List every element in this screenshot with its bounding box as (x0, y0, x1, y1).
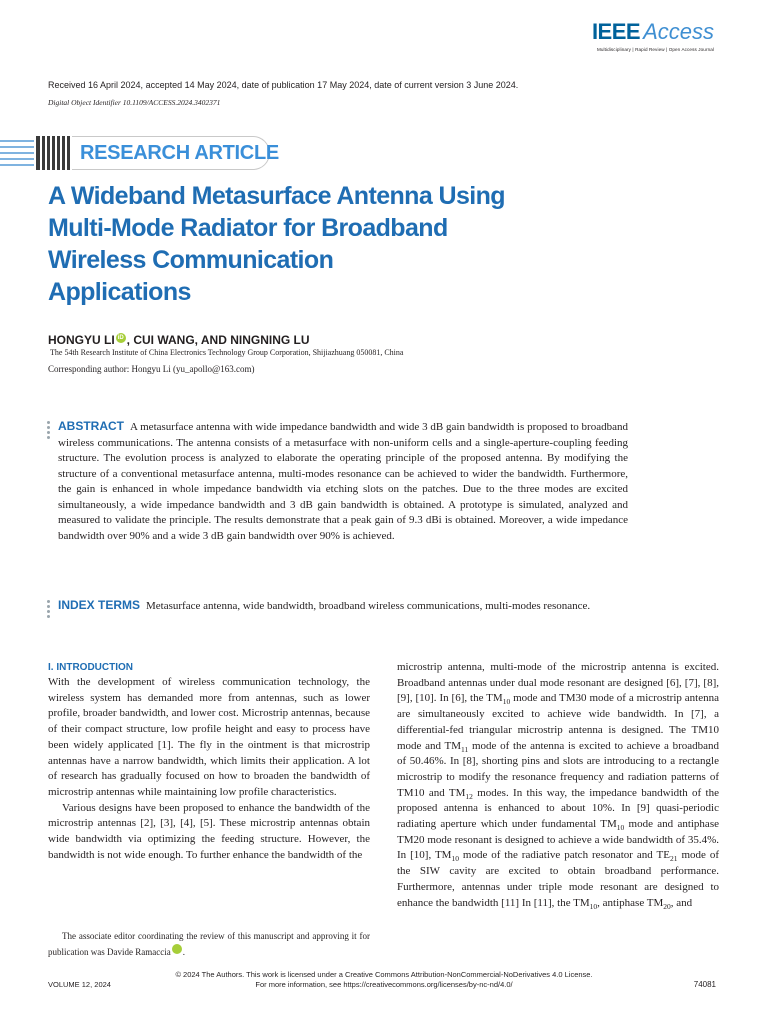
author-first: HONGYU LI (48, 333, 115, 347)
orcid-icon[interactable]: iD (172, 944, 182, 954)
index-terms-dots-icon (47, 600, 50, 620)
banner-stripes-icon (0, 136, 72, 170)
banner-label: RESEARCH ARTICLE (80, 142, 279, 164)
article-type-banner (0, 136, 279, 170)
paper-title (48, 180, 568, 308)
index-terms-label: INDEX TERMS (58, 598, 141, 612)
index-terms (58, 598, 628, 615)
title-line: Wireless Communication (48, 246, 334, 274)
publication-dates: Received 16 April 2024, accepted 14 May 2024, date of publication 17 May 2024, date of current version 3 June 2024. (48, 80, 519, 90)
license-link[interactable]: For more information, see https://creativecommons.org/licenses/by-nc-nd/4.0/ (255, 980, 513, 989)
logo-ieee: IEEE (591, 19, 641, 44)
page-number: 74081 (693, 980, 716, 989)
journal-logo (592, 20, 714, 52)
title-line: Applications (48, 278, 191, 306)
license-text: © 2024 The Authors. This work is licensed under a Creative Commons Attribution-NonCommercial-NoDerivatives 4.0 License. (175, 970, 593, 979)
left-column (48, 660, 370, 863)
abstract-text: A metasurface antenna with wide impedance bandwidth and wide 3 dB gain bandwidth is proposed to broadband wireless communications. The antenna consists of a metasurface with non-uniform cells and a single-aperture-coupling feeding structure. The evolution process is analyzed to elaborate the operating principle of the proposed antenna. By modifying the structure of a conventional metasurface antenna, multi-modes resonance can be achieved to wider the bandwidth. Furthermore, the gain is enhanced in whole impedance bandwidth via etching slots on the patches. Due to the three modes are excited simultaneously, a wide impedance bandwidth and 3 dB gain bandwidth is obtained. A prototype is simulated, analyzed and measured to validate the principle. The results demonstrate that a peak gain of 9.3 dBi is obtained. Moreover, a wide impedance bandwidth over 90% and a wide 3 dB gain bandwidth over 90% is achieved. (58, 421, 628, 542)
logo-access: Access (643, 19, 714, 44)
index-terms-text: Metasurface antenna, wide bandwidth, broadband wireless communications, multi-modes resonance. (146, 600, 591, 612)
author-rest: , CUI WANG, AND NINGNING LU (126, 333, 310, 347)
editor-footnote: The associate editor coordinating the review of this manuscript and approving it for publication was Davide Ramaccia iD. (48, 931, 370, 957)
title-line: A Wideband Metasurface Antenna Using (48, 182, 505, 210)
license-footer (0, 970, 768, 990)
author-list (48, 333, 310, 347)
doi: Digital Object Identifier 10.1109/ACCESS.2024.3402371 (48, 98, 221, 107)
title-line: Multi-Mode Radiator for Broadband (48, 214, 448, 242)
affiliation: The 54th Research Institute of China Electronics Technology Group Corporation, Shijiazhuang 050081, China (50, 348, 404, 357)
abstract-label: ABSTRACT (58, 419, 124, 433)
section-heading: I. INTRODUCTION (48, 662, 133, 673)
right-column (397, 660, 719, 911)
abstract-dots-icon (47, 421, 50, 441)
logo-tagline: Multidisciplinary | Rapid Review | Open Access Journal (596, 47, 714, 52)
abstract (58, 419, 628, 544)
intro-paragraph-1: With the development of wireless communication technology, the wireless system has demanded more from antennas, such as lower profile, broader bandwidth, and lower cost. Microstrip antennas, because of their compact structure, low profile height and easy to process have been widely applicated [1]. The fly in the ointment is that microstrip antennas have a narrow bandwidth, which limits their application. A lot of research has gradually focused on how to broaden the bandwidth of microstrip antennas while maintaining low profile characteristics. (48, 676, 370, 798)
volume-label: VOLUME 12, 2024 (48, 980, 111, 989)
corresponding-author: Corresponding author: Hongyu Li (yu_apollo@163.com) (48, 364, 255, 374)
orcid-icon[interactable]: iD (117, 335, 124, 341)
intro-paragraph-2: Various designs have been proposed to enhance the bandwidth of the microstrip antennas [2], [3], [4], [5]. These microstrip antennas obtain wide bandwidth via optimizing the feeding structure. However, the bandwidth is not wide enough. To further enhance the bandwidth of the (48, 801, 370, 861)
logo-wordmark (592, 20, 714, 44)
intro-paragraph-3: microstrip antenna, multi-mode of the microstrip antenna is excited. Broadband antennas under dual mode resonant are designed [6], [7], [8], [9], [10]. In [6], the $TM_{10}$ mode and TM30 mode of a microstrip antenna are simultaneously excited to achieve wide bandwidth. In [7], a differential-fed triangular microstrip antenna is designed. The TM10 mode and $TM_{11}$ mode of the antenna is excited to achieve a broadband of 50.46%. In [8], shorting pins and slots are introducing to a rectangle microstrip to modify the resonance frequency and radiation patterns of TM10 and $TM_{12}$ modes. In this way, the impedance bandwidth of the proposed antenna is enhanced to about 10%. In [9] quasi-periodic radiating aperture which under fundamental $TM_{10}$ mode and antiphase TM20 mode resonant is designed to achieve a wide bandwidth of 35.4%. In [10], $TM_{10}$ mode of the radiative patch resonator and $TE_{21}$ mode of the SIW cavity are excited to obtain broadband performance. Furthermore, antennas under triple mode resonant are designed to enhance the bandwidth [11] In [11], the $TM_{10}$, antiphase $TM_{20}$, and (397, 661, 719, 911)
